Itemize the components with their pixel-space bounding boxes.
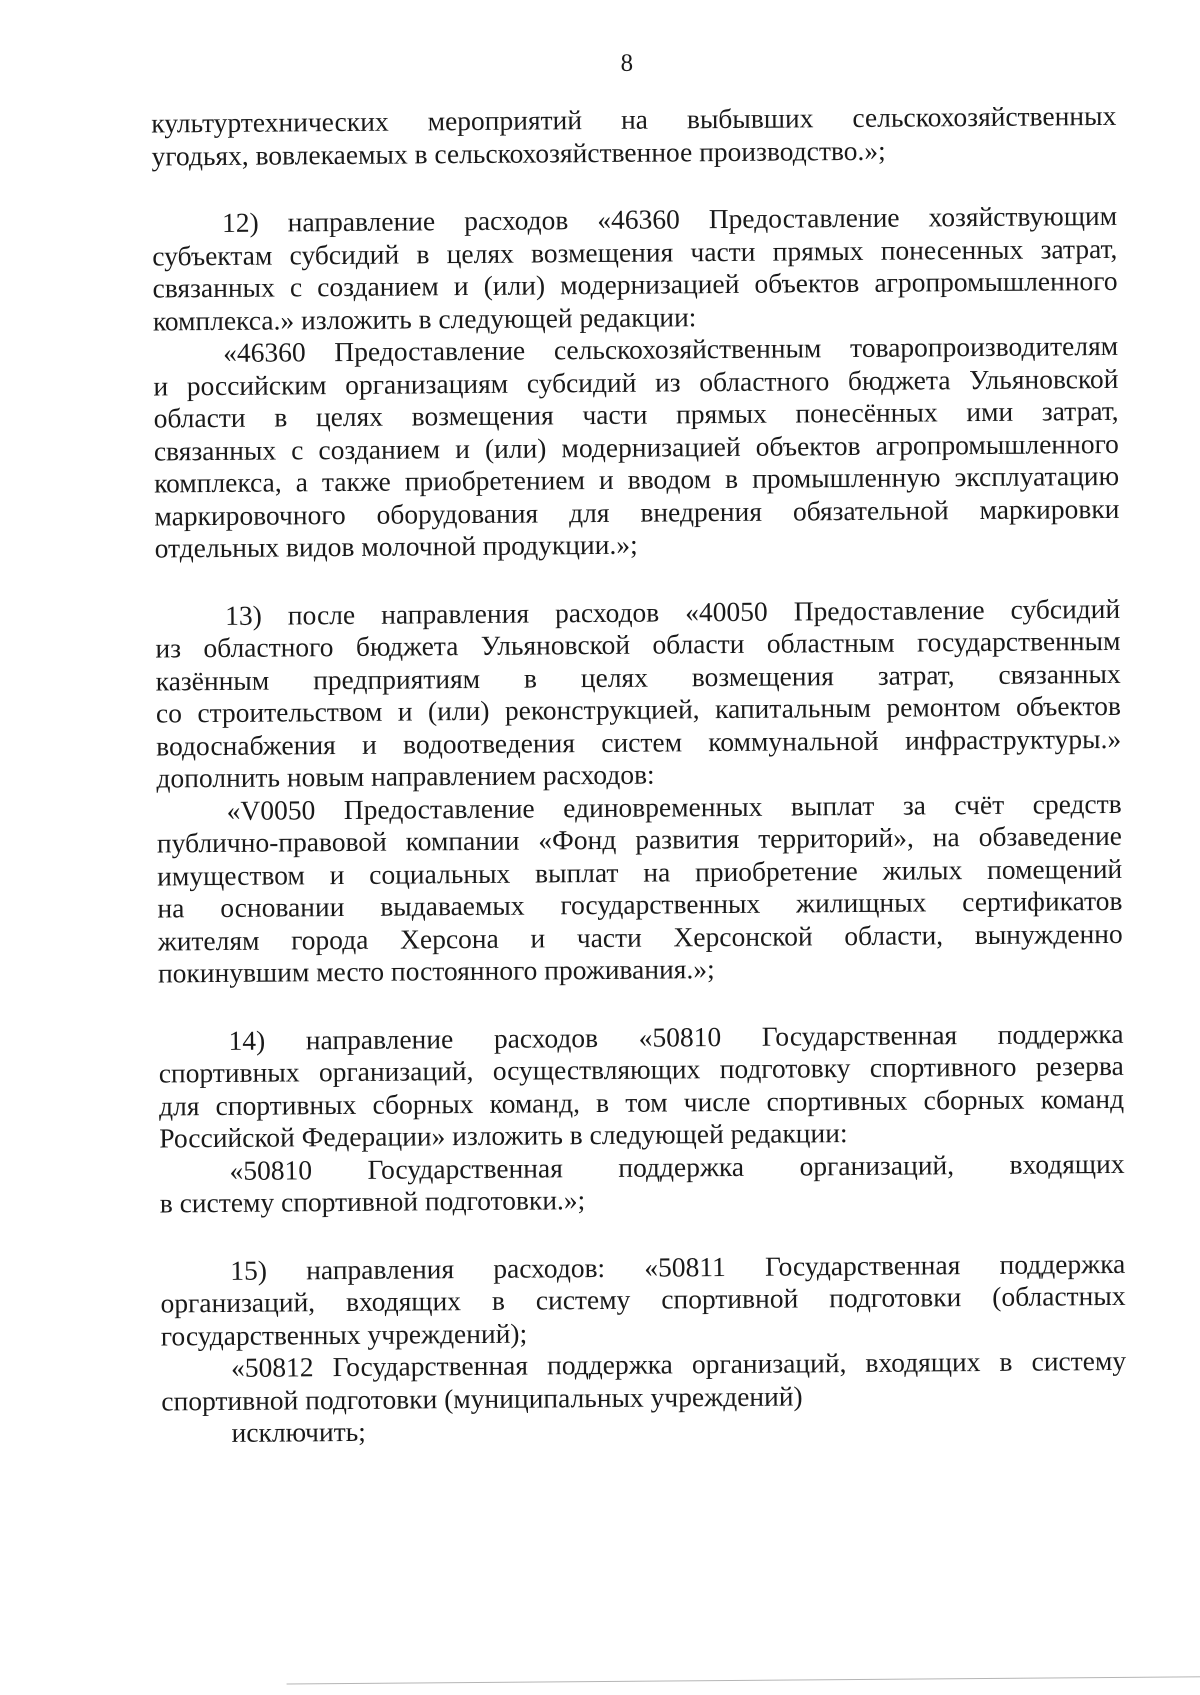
text-line: 14) направление расходов «50810 Государственная поддержка xyxy=(228,1017,1124,1056)
paragraph-item-15 xyxy=(160,1247,1127,1450)
text-line: маркировочного оборудования для внедрения обязательной маркировки xyxy=(154,492,1120,531)
text-line: «V0050 Предоставление единовременных выплат за счёт средств xyxy=(226,787,1122,826)
text-line: «50810 Государственная поддержка организаций, входящих xyxy=(229,1147,1125,1186)
text-line: публично-правовой компании «Фонд развития территорий», на обзаведение xyxy=(156,819,1123,859)
text-line: 13) после направления расходов «40050 Предоставление субсидий xyxy=(225,592,1121,631)
text-line: субъектам субсидий в целях возмещения части прямых понесенных затрат, xyxy=(152,232,1118,271)
text-line: отдельных видов молочной продукции.»; xyxy=(154,528,638,564)
scan-edge-line xyxy=(287,1676,1200,1684)
text-line: водоснабжения и водоотведения систем коммунальной инфраструктуры.» xyxy=(156,722,1122,761)
paragraph-item-12 xyxy=(152,200,1120,565)
text-line: из областного бюджета Ульяновской области областным государственным xyxy=(155,624,1121,664)
text-line: казённым предприятиям в целях возмещения затрат, связанных xyxy=(155,657,1121,696)
text-line: со строительством и (или) реконструкцией, капитальным ремонтом объектов xyxy=(155,689,1122,729)
text-line: 12) направление расходов «46360 Предоставление хозяйствующим xyxy=(221,199,1118,238)
text-line: культуртехнических мероприятий на выбывших сельскохозяйственных xyxy=(151,99,1117,139)
paragraph-intro xyxy=(151,100,1116,173)
text-line: исключить; xyxy=(231,1415,366,1448)
text-line: связанных с созданием и (или) модернизацией объектов агропромышленного xyxy=(152,264,1118,304)
text-line: жителям города Херсона и части Херсонской области, вынужденно xyxy=(157,917,1123,956)
text-line: спортивных организаций, осуществляющих подготовку спортивного резерва xyxy=(158,1049,1124,1089)
paragraph-item-14 xyxy=(158,1017,1125,1220)
text-line: на основании выдаваемых государственных жилищных сертификатов xyxy=(157,884,1123,924)
text-line: и российским организациям субсидий из областного бюджета Ульяновской xyxy=(153,362,1119,401)
text-line: 15) направления расходов: «50811 Государственная поддержка xyxy=(230,1247,1126,1286)
text-line: Российской Федерации» изложить в следующей редакции: xyxy=(159,1117,848,1154)
text-line: государственных учреждений); xyxy=(160,1317,528,1351)
text-line: организаций, входящих в систему спортивной подготовки (областных xyxy=(160,1279,1126,1319)
text-line: комплекса.» изложить в следующей редакции: xyxy=(152,300,697,336)
text-line: угодьях, вовлекаемых в сельскохозяйственное производство.»; xyxy=(151,134,886,172)
text-line: области в целях возмещения части прямых понесённых ими затрат, xyxy=(153,394,1119,434)
text-line: в систему спортивной подготовки.»; xyxy=(159,1184,586,1219)
text-line: «50812 Государственная поддержка организаций, входящих в систему xyxy=(230,1344,1127,1383)
paragraph-item-13 xyxy=(155,592,1123,990)
text-line: покинувшим место постоянного проживания.»; xyxy=(157,953,715,989)
page-number: 8 xyxy=(620,49,634,77)
text-line: дополнить новым направлением расходов: xyxy=(156,758,655,794)
text-line: имуществом и социальных выплат на приобретение жилых помещений xyxy=(157,852,1123,891)
text-line: спортивной подготовки (муниципальных учреждений) xyxy=(161,1379,803,1416)
document-body xyxy=(151,100,1127,1450)
text-line: комплекса, а также приобретением и вводом в промышленную эксплуатацию xyxy=(154,459,1120,499)
text-line: связанных с созданием и (или) модернизацией объектов агропромышленного xyxy=(153,427,1119,466)
text-line: «46360 Предоставление сельскохозяйственным товаропроизводителям xyxy=(222,329,1119,368)
text-line: для спортивных сборных команд, в том числе спортивных сборных команд xyxy=(158,1082,1125,1121)
